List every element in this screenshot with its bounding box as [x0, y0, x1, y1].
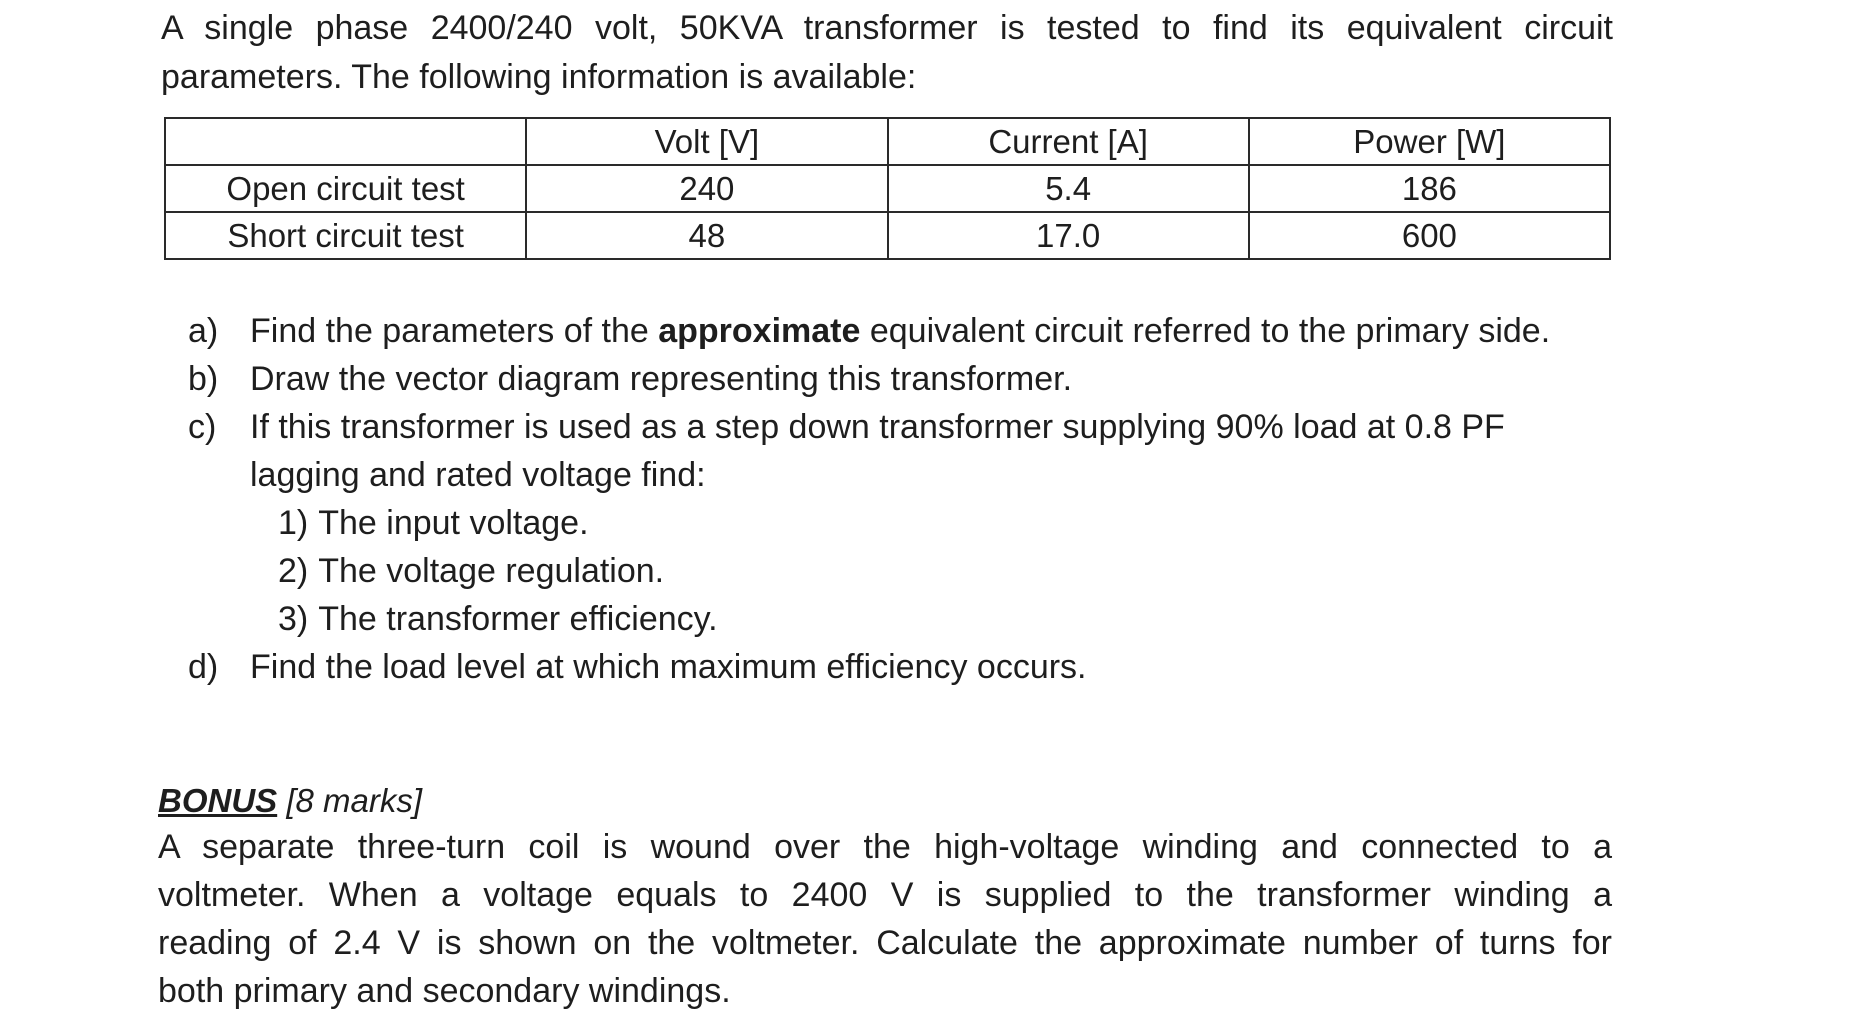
question-list — [188, 307, 1588, 691]
question-d — [188, 643, 1588, 691]
bonus-heading — [158, 777, 422, 825]
table-header-row — [165, 118, 1610, 165]
sub-question — [250, 595, 1588, 643]
bonus-marks: [8 marks] — [286, 782, 423, 819]
test-data-table — [164, 117, 1611, 260]
question-a — [188, 307, 1588, 355]
sub-question-text: The voltage regulation. — [318, 552, 665, 590]
bonus-line-1: A separate three-turn coil is wound over the high-voltage winding and connected to a — [158, 828, 1612, 866]
bonus-title: BONUS — [158, 782, 278, 819]
question-b-text: Draw the vector diagram representing this transformer. — [250, 360, 1073, 398]
bonus-line-2: voltmeter. When a voltage equals to 2400 V is supplied to the transformer winding a — [158, 876, 1612, 914]
row-label-short-circuit: Short circuit test — [165, 212, 526, 259]
question-a-bold-word: approximate — [658, 312, 861, 350]
cell-volt: 240 — [526, 165, 887, 212]
sub-question — [250, 547, 1588, 595]
question-b — [188, 355, 1588, 403]
question-d-text: Find the load level at which maximum efficiency occurs. — [250, 648, 1087, 686]
sub-question-text: The input voltage. — [318, 504, 589, 542]
cell-current: 5.4 — [888, 165, 1249, 212]
table-header-empty — [165, 118, 526, 165]
question-letter: b) — [188, 360, 219, 398]
sub-question-number: 2) — [278, 552, 309, 590]
bonus-line-4: both primary and secondary windings. — [158, 972, 731, 1010]
cell-current: 17.0 — [888, 212, 1249, 259]
table-header-volt: Volt [V] — [526, 118, 887, 165]
cell-power: 600 — [1249, 212, 1610, 259]
bonus-line-3: reading of 2.4 V is shown on the voltmeter. Calculate the approximate number of turns for — [158, 924, 1612, 962]
cell-power: 186 — [1249, 165, 1610, 212]
question-letter: a) — [188, 312, 219, 350]
cell-volt: 48 — [526, 212, 887, 259]
question-c — [188, 403, 1588, 643]
sub-question — [250, 499, 1588, 547]
problem-intro — [161, 4, 1613, 102]
intro-line-2: parameters. The following information is available: — [161, 58, 917, 96]
bonus-question — [158, 823, 1612, 1015]
question-letter: c) — [188, 408, 217, 446]
row-label-open-circuit: Open circuit test — [165, 165, 526, 212]
intro-line-1: A single phase 2400/240 volt, 50KVA transformer is tested to find its equivalent circuit — [161, 9, 1613, 47]
table-row — [165, 212, 1610, 259]
sub-question-text: The transformer efficiency. — [318, 600, 718, 638]
question-letter: d) — [188, 648, 219, 686]
table-header-power: Power [W] — [1249, 118, 1610, 165]
sub-question-number: 3) — [278, 600, 309, 638]
question-a-text-pre: Find the parameters of the — [250, 312, 659, 350]
question-c-sublist — [250, 499, 1588, 643]
sub-question-number: 1) — [278, 504, 309, 542]
question-c-text: If this transformer is used as a step down transformer supplying 90% load at 0.8 PF lagging and rated voltage find: — [250, 408, 1505, 494]
question-a-text-post: equivalent circuit referred to the primary side. — [860, 312, 1551, 350]
table-row — [165, 165, 1610, 212]
table-header-current: Current [A] — [888, 118, 1249, 165]
